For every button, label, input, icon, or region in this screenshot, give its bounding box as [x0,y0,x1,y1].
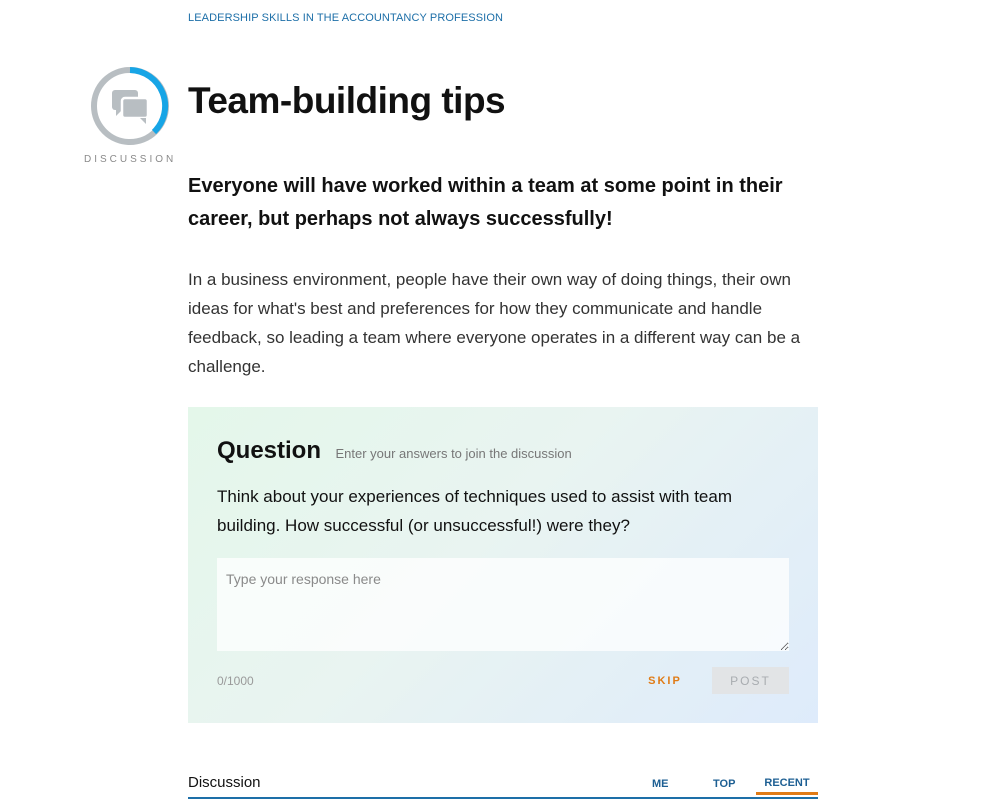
post-button[interactable]: POST [712,667,789,694]
discussion-heading: Discussion [188,774,261,791]
question-card [188,407,818,723]
course-breadcrumb-link[interactable]: LEADERSHIP SKILLS IN THE ACCOUNTANCY PROFESSION [188,12,504,24]
chat-bubbles-icon [88,64,172,148]
body-paragraph: In a business environment, people have their own way of doing things, their own ideas for what's best and preferences for how they communicate and handle feedback, so leading a team where everyone operates in a different way can be a challenge. [188,270,801,376]
step-type-label: DISCUSSION [84,154,177,165]
discussion-badge [84,64,177,174]
page-title: Team-building tips [188,80,506,121]
discussion-header [188,767,818,799]
character-counter: 0/1000 [217,674,254,688]
question-heading-row [217,437,572,465]
question-text: Think about your experiences of techniques used to assist with team building. How successful (or unsuccessful!) were they? [217,487,733,535]
skip-button[interactable]: SKIP [640,668,690,694]
question-heading: Question [217,437,322,464]
filter-tab-me[interactable]: ME [646,773,675,795]
filter-tab-recent[interactable]: RECENT [756,773,818,795]
lead-paragraph: Everyone will have worked within a team at some point in their career, but perhaps not always successfully! [188,175,783,230]
filter-tab-top[interactable]: TOP [707,773,741,795]
question-subheading: Enter your answers to join the discussion [335,446,572,461]
response-input[interactable] [217,558,789,651]
